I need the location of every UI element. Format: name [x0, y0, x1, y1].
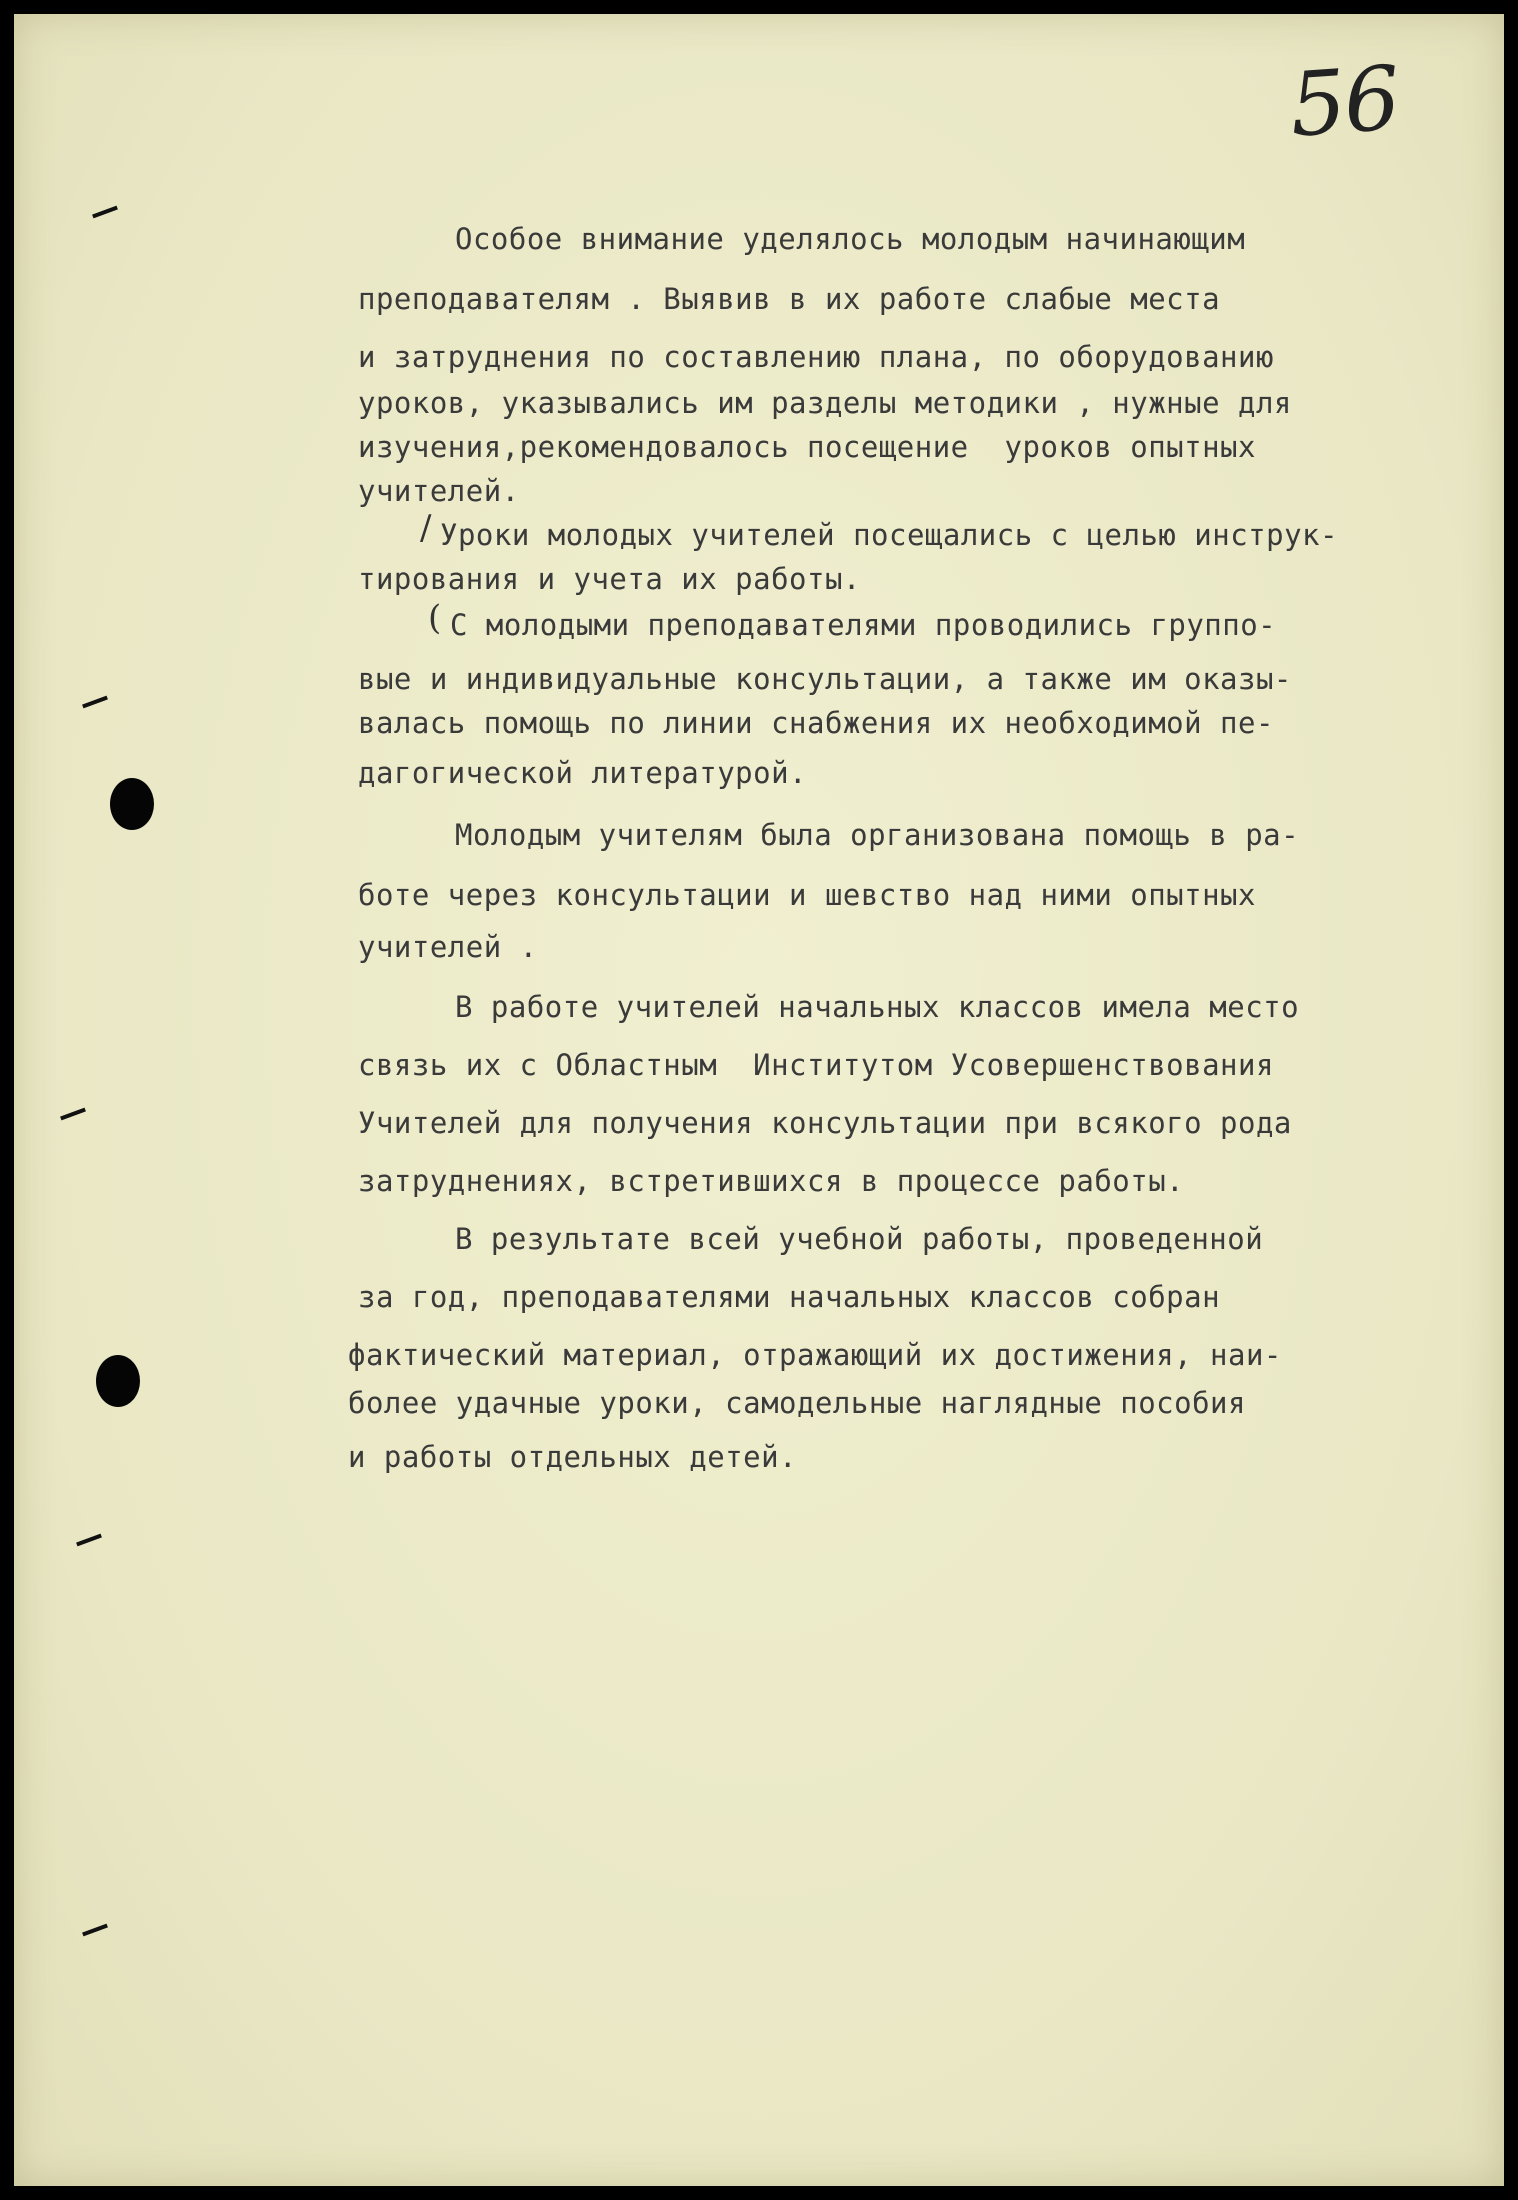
text-line: Молодым учителям была организована помощь в ра- [455, 818, 1300, 852]
text-line: уроков, указывались им разделы методики , нужные для [358, 386, 1292, 420]
text-line: В работе учителей начальных классов имела место [455, 990, 1300, 1024]
text-line: фактический материал, отражающий их достижения, наи- [348, 1338, 1282, 1372]
text-line: Учителей для получения консультации при всякого рода [358, 1106, 1292, 1140]
pencil-margin-mark: ( [428, 598, 442, 638]
text-line: за год, преподавателями начальных классов собран [358, 1280, 1221, 1314]
text-line: учителей . [358, 930, 538, 964]
text-line: преподавателям . Выявив в их работе слабые места [358, 282, 1221, 316]
text-line: вые и индивидуальные консультации, а также им оказы- [358, 662, 1292, 696]
text-line: и работы отдельных детей. [348, 1440, 797, 1474]
text-line: дагогической литературой. [358, 756, 807, 790]
text-line: затруднениях, встретившихся в процессе работы. [358, 1164, 1185, 1198]
text-line: тирования и учета их работы. [358, 562, 861, 596]
pencil-margin-mark: / [420, 508, 432, 548]
text-line: Уроки молодых учителей посещались с целью инструк- [440, 518, 1338, 552]
text-line: более удачные уроки, самодельные наглядные пособия [348, 1386, 1246, 1420]
text-line: валась помощь по линии снабжения их необходимой пе- [358, 706, 1274, 740]
text-line: связь их с Областным Институтом Усовершенствования [358, 1048, 1274, 1082]
text-line: Особое внимание уделялось молодым начинающим [455, 222, 1246, 256]
text-line: и затруднения по составлению плана, по оборудованию [358, 340, 1274, 374]
text-line: изучения,рекомендовалось посещение уроков опытных [358, 430, 1256, 464]
handwritten-page-number: 56 [1286, 46, 1402, 157]
text-line: боте через консультации и шевство над ними опытных [358, 878, 1256, 912]
text-line: В результате всей учебной работы, проведенной [455, 1222, 1264, 1256]
text-line: учителей. [358, 474, 520, 508]
text-line: С молодыми преподавателями проводились группо- [450, 608, 1277, 642]
